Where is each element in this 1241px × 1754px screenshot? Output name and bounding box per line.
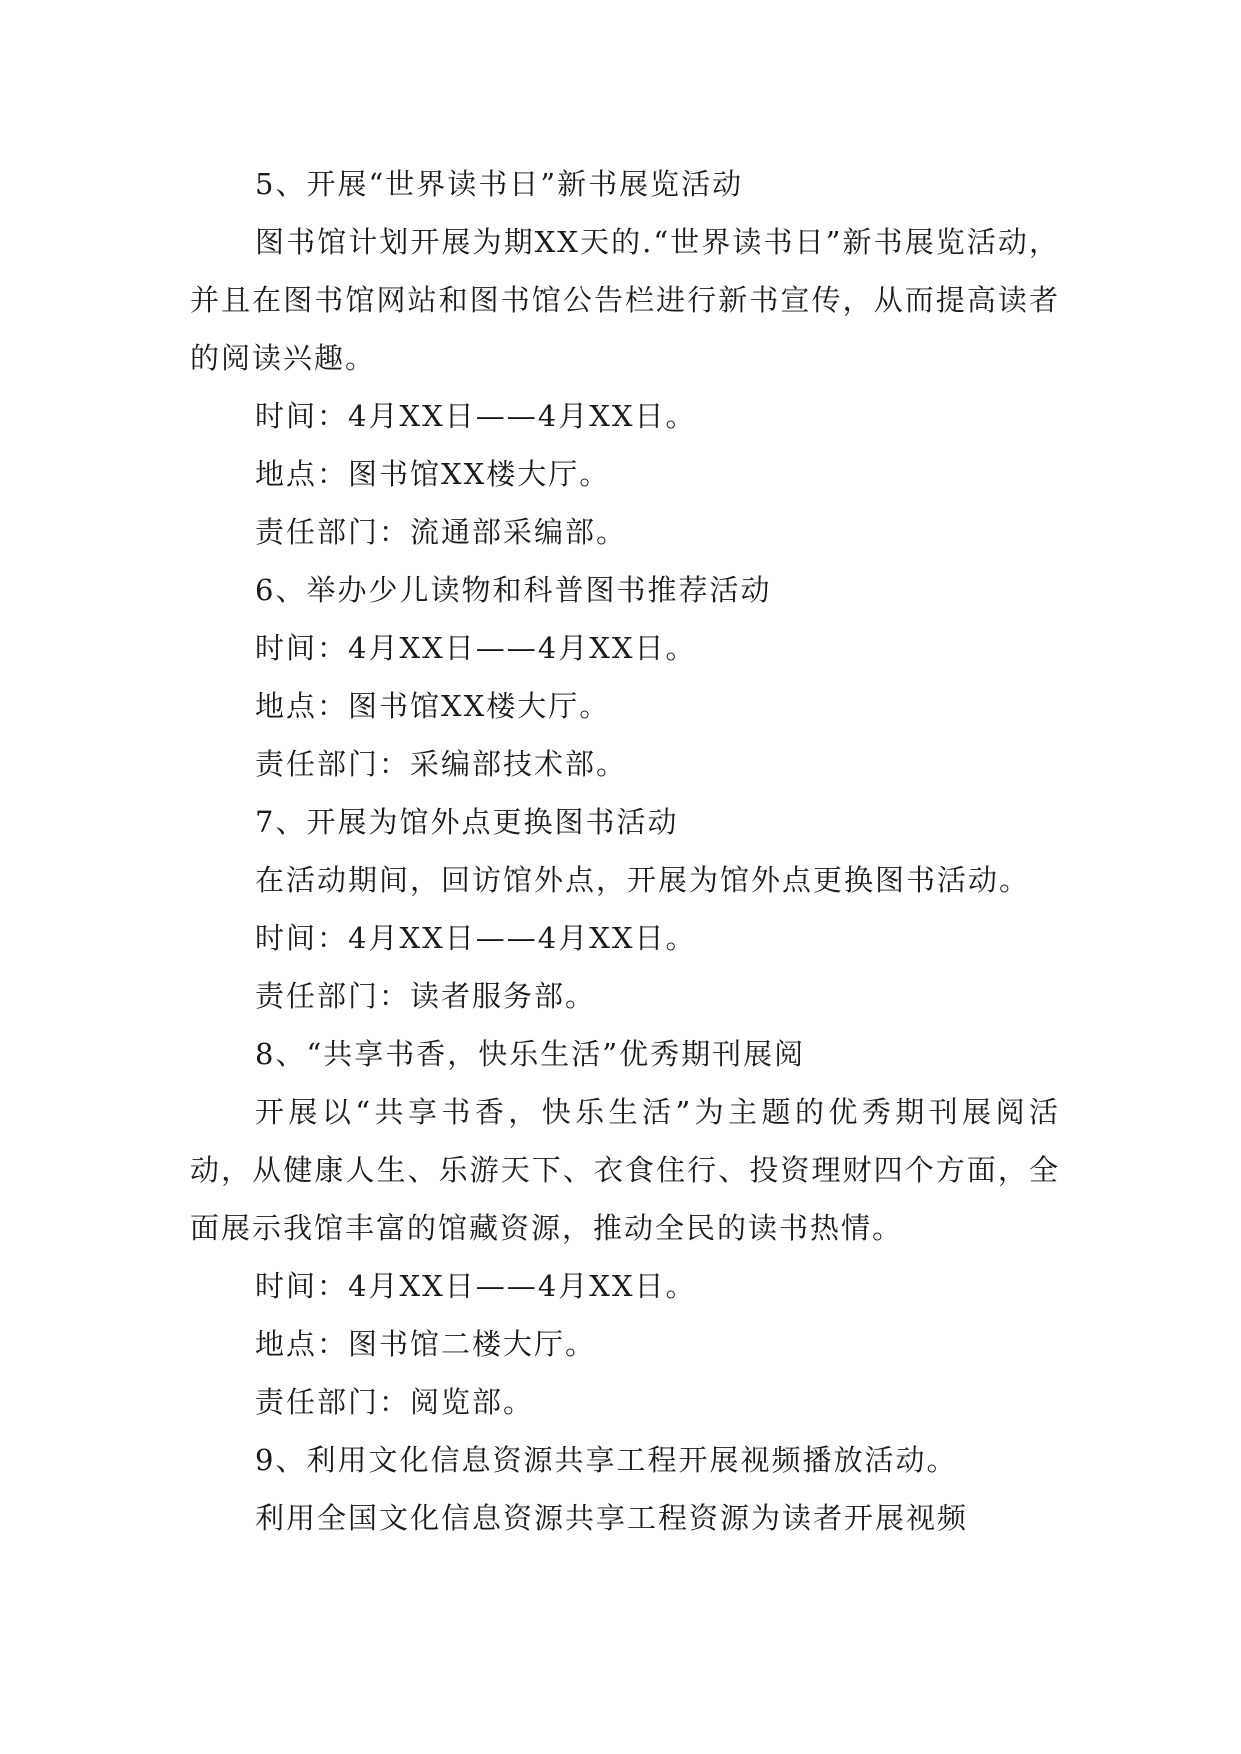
heading-item-9: 9、利用文化信息资源共享工程开展视频播放活动。 bbox=[255, 1443, 958, 1477]
time-line: 时间：4月XX日——4月XX日。 bbox=[255, 631, 697, 665]
department-line: 责任部门：阅览部。 bbox=[255, 1385, 535, 1419]
department-line: 责任部门：读者服务部。 bbox=[255, 979, 597, 1013]
paragraph-periodical-exhibition: 开展以“共享书香，快乐生活”为主题的优秀期刊展阅活动，从健康人生、乐游天下、衣食住行、投资理财四个方面，全面展示我馆丰富的馆藏资源，推动全民的读书热情。 bbox=[190, 1095, 1060, 1245]
heading-item-6: 6、举办少儿读物和科普图书推荐活动 bbox=[255, 573, 772, 607]
time-line: 时间：4月XX日——4月XX日。 bbox=[255, 399, 697, 433]
location-line: 地点：图书馆XX楼大厅。 bbox=[255, 689, 611, 723]
department-line: 责任部门：流通部采编部。 bbox=[255, 515, 628, 549]
heading-item-5: 5、开展“世界读书日”新书展览活动 bbox=[255, 167, 744, 201]
paragraph-new-book-exhibition: 图书馆计划开展为期XX天的.“世界读书日”新书展览活动，并且在图书馆网站和图书馆公告栏进行新书宣传，从而提高读者的阅读兴趣。 bbox=[190, 225, 1060, 375]
paragraph-video-playback: 利用全国文化信息资源共享工程资源为读者开展视频 bbox=[255, 1501, 969, 1535]
document-body bbox=[190, 155, 1060, 1547]
location-line: 地点：图书馆XX楼大厅。 bbox=[255, 457, 611, 491]
paragraph-book-exchange: 在活动期间，回访馆外点，开展为馆外点更换图书活动。 bbox=[255, 863, 1031, 897]
heading-item-7: 7、开展为馆外点更换图书活动 bbox=[255, 805, 679, 839]
time-line: 时间：4月XX日——4月XX日。 bbox=[255, 1269, 697, 1303]
heading-item-8: 8、“共享书香，快乐生活”优秀期刊展阅 bbox=[255, 1037, 806, 1071]
location-line: 地点：图书馆二楼大厅。 bbox=[255, 1327, 597, 1361]
time-line: 时间：4月XX日——4月XX日。 bbox=[255, 921, 697, 955]
department-line: 责任部门：采编部技术部。 bbox=[255, 747, 628, 781]
